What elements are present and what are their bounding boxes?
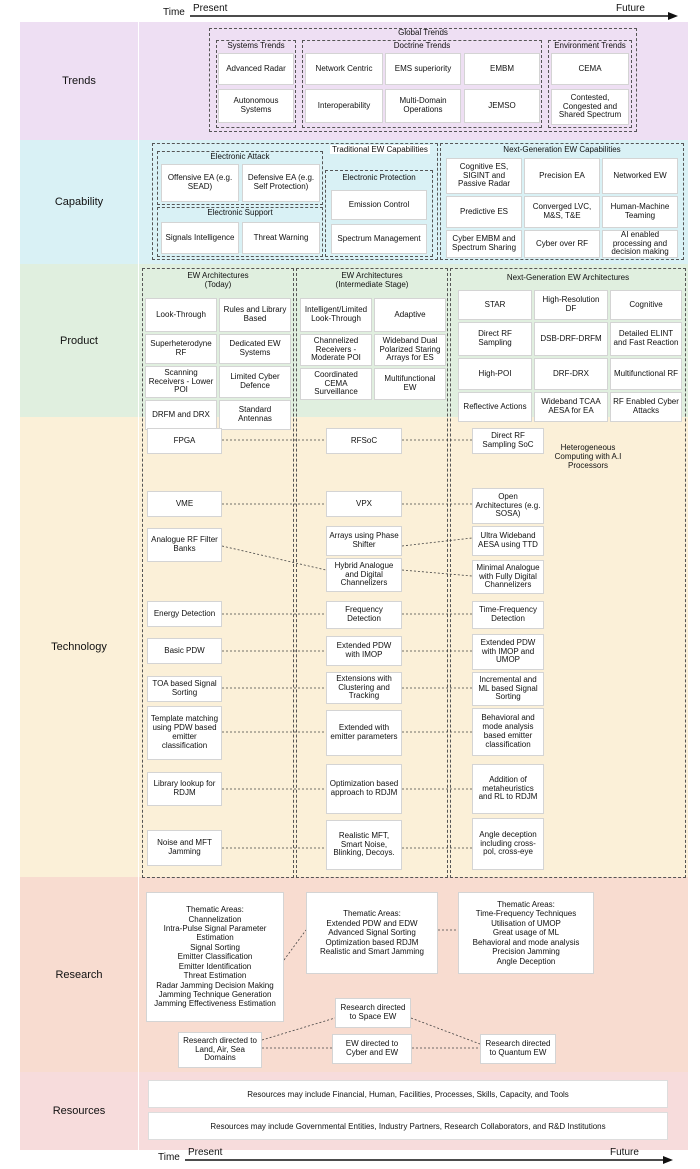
cap-predictive-es: Predictive ES bbox=[446, 196, 522, 228]
research-left-line: Threat Estimation bbox=[183, 971, 247, 981]
tech-optimization-rdjm: Optimization based approach to RDJM bbox=[326, 764, 402, 814]
tech-hybrid-channelizers: Hybrid Analogue and Digital Channelizers bbox=[326, 558, 402, 592]
row-label-resources: Resources bbox=[52, 1105, 106, 1117]
research-right-line: Angle Deception bbox=[496, 956, 556, 966]
row-label-product: Product bbox=[60, 334, 98, 347]
tech-ml-sorting: Incremental and ML based Signal Sorting bbox=[472, 672, 544, 706]
research-thematic-nextgen bbox=[458, 892, 594, 974]
time-present: Present bbox=[193, 3, 228, 14]
prod-multifunctional-rf: Multifunctional RF bbox=[610, 358, 682, 390]
cap-precision-ea: Precision EA bbox=[524, 158, 600, 194]
tech-template-matching: Template matching using PDW based emitter classification bbox=[147, 706, 222, 760]
tech-behavioral-classification: Behavioral and mode analysis based emitter classification bbox=[472, 708, 544, 756]
tech-digital-channelizers: Minimal Analogue with Fully Digital Channelizers bbox=[472, 560, 544, 594]
nextgen-architectures-title: Next-Generation EW Architectures bbox=[506, 273, 630, 282]
research-left-line: Jamming Technique Generation bbox=[158, 990, 272, 1000]
tech-extended-pdw-umop: Extended PDW with IMOP and UMOP bbox=[472, 634, 544, 670]
resources-external: Resources may include Governmental Entities, Industry Partners, Research Collaborators, and R&D Institutions bbox=[148, 1112, 668, 1140]
research-right-line: Behavioral and mode analysis bbox=[472, 937, 580, 947]
research-mid-line: Extended PDW and EDW bbox=[326, 918, 418, 928]
prod-channelized-receivers: Channelized Receivers - Moderate POI bbox=[300, 334, 372, 366]
research-mid-line: Thematic Areas: bbox=[343, 909, 401, 919]
prod-direct-rf-sampling: Direct RF Sampling bbox=[458, 322, 532, 356]
cap-cyber-over-rf: Cyber over RF bbox=[524, 230, 600, 258]
research-space-ew: Research directed to Space EW bbox=[335, 998, 411, 1028]
prod-adaptive: Adaptive bbox=[374, 298, 446, 332]
prod-star: STAR bbox=[458, 290, 532, 320]
tech-fpga: FPGA bbox=[147, 428, 222, 454]
trend-cema: CEMA bbox=[551, 53, 629, 85]
research-left-line: Intra-Pulse Signal Parameter Estimation bbox=[163, 923, 267, 943]
tech-vme: VME bbox=[147, 491, 222, 517]
cap-defensive-ea: Defensive EA (e.g. Self Protection) bbox=[242, 164, 320, 202]
research-left-line: Jamming Effectiveness Estimation bbox=[154, 999, 276, 1009]
prod-drfm-drx: DRFM and DRX bbox=[145, 400, 217, 430]
research-thematic-intermediate bbox=[306, 892, 438, 974]
cap-emission-control: Emission Control bbox=[331, 190, 427, 220]
tech-realistic-mft: Realistic MFT, Smart Noise, Blinking, Decoys. bbox=[326, 820, 402, 870]
time-arrow bbox=[185, 1156, 675, 1164]
cap-spectrum-management: Spectrum Management bbox=[331, 224, 427, 254]
research-right-line: Great usage of ML bbox=[492, 928, 560, 938]
ew-architectures-intermediate-title: EW Architectures (Intermediate Stage) bbox=[335, 271, 409, 289]
research-right-line: Thematic Areas: bbox=[497, 899, 555, 909]
prod-wideband-tcaa: Wideband TCAA AESA for EA bbox=[534, 392, 608, 422]
prod-drf-drx: DRF-DRX bbox=[534, 358, 608, 390]
research-left-line: Emitter Identification bbox=[178, 961, 252, 971]
trend-ems-superiority: EMS superiority bbox=[385, 53, 461, 85]
trend-autonomous-systems: Autonomous Systems bbox=[218, 89, 294, 123]
time-arrow bbox=[190, 12, 680, 20]
prod-limited-cyber: Limited Cyber Defence bbox=[219, 366, 291, 398]
tech-vpx: VPX bbox=[326, 491, 402, 517]
research-right-line: Precision Jamming bbox=[492, 947, 560, 957]
tech-basic-pdw: Basic PDW bbox=[147, 638, 222, 664]
trend-network-centric: Network Centric bbox=[305, 53, 383, 85]
row-label-trends: Trends bbox=[62, 75, 96, 87]
time-future: Future bbox=[616, 3, 645, 14]
prod-high-resolution-df: High-Resolution DF bbox=[534, 290, 608, 320]
research-cyber-ew: EW directed to Cyber and EW bbox=[332, 1034, 412, 1064]
tech-phase-shifter-arrays: Arrays using Phase Shifter bbox=[326, 526, 402, 556]
cap-ai-enabled: AI enabled processing and decision making bbox=[602, 230, 678, 258]
tech-energy-detection: Energy Detection bbox=[147, 601, 222, 627]
row-label-capability: Capability bbox=[54, 196, 104, 208]
time-future: Future bbox=[610, 1147, 639, 1158]
tech-emitter-parameters: Extended with emitter parameters bbox=[326, 710, 402, 756]
trend-interoperability: Interoperability bbox=[305, 89, 383, 123]
prod-dedicated-ew: Dedicated EW Systems bbox=[219, 334, 291, 364]
time-label: Time bbox=[158, 1152, 180, 1163]
tech-rfsoc: RFSoC bbox=[326, 428, 402, 454]
trend-embm: EMBM bbox=[464, 53, 540, 85]
prod-detailed-elint: Detailed ELINT and Fast Reaction bbox=[610, 322, 682, 356]
prod-wideband-arrays: Wideband Dual Polarized Staring Arrays for ES bbox=[374, 334, 446, 366]
cap-converged-lvc: Converged LVC, M&S, T&E bbox=[524, 196, 600, 228]
cap-signals-intelligence: Signals Intelligence bbox=[161, 222, 239, 254]
prod-standard-antennas: Standard Antennas bbox=[219, 400, 291, 430]
research-mid-line: Advanced Signal Sorting bbox=[328, 928, 416, 938]
label-column-divider bbox=[138, 22, 139, 1150]
research-left-line: Radar Jamming Decision Making bbox=[156, 980, 274, 990]
research-quantum-ew: Research directed to Quantum EW bbox=[480, 1034, 556, 1064]
prod-dsb-drf-drfm: DSB-DRF-DRFM bbox=[534, 322, 608, 356]
doctrine-trends-title: Doctrine Trends bbox=[393, 41, 451, 50]
research-left-line: Thematic Areas: bbox=[186, 905, 244, 915]
row-label-research: Research bbox=[55, 968, 103, 981]
cap-cyber-embm: Cyber EMBM and Spectrum Sharing bbox=[446, 230, 522, 258]
tech-clustering-tracking: Extensions with Clustering and Tracking bbox=[326, 672, 402, 704]
time-label: Time bbox=[163, 7, 185, 18]
tech-open-architectures: Open Architectures (e.g. SOSA) bbox=[472, 488, 544, 524]
prod-reflective-actions: Reflective Actions bbox=[458, 392, 532, 422]
tech-metaheuristics-rl: Addition of metaheuristics and RL to RDJM bbox=[472, 764, 544, 814]
electronic-support-title: Electronic Support bbox=[207, 208, 273, 217]
electronic-protection-title: Electronic Protection bbox=[342, 173, 416, 182]
traditional-ew-title: Traditional EW Capabilities bbox=[332, 145, 428, 154]
cap-networked-ew: Networked EW bbox=[602, 158, 678, 194]
environment-trends-title: Environment Trends bbox=[554, 41, 626, 50]
tech-extended-pdw-imop: Extended PDW with IMOP bbox=[326, 636, 402, 666]
resources-internal: Resources may include Financial, Human, Facilities, Processes, Skills, Capacity, and Tools bbox=[148, 1080, 668, 1108]
ew-architectures-today-title: EW Architectures (Today) bbox=[187, 271, 249, 289]
prod-coordinated-cema: Coordinated CEMA Surveillance bbox=[300, 368, 372, 400]
tech-frequency-detection: Frequency Detection bbox=[326, 601, 402, 629]
row-label-technology: Technology bbox=[51, 641, 107, 653]
tech-time-frequency-detection: Time-Frequency Detection bbox=[472, 601, 544, 629]
tech-uwb-aesa-ttd: Ultra Wideband AESA using TTD bbox=[472, 526, 544, 556]
research-land-air-sea: Research directed to Land, Air, Sea Domains bbox=[178, 1032, 262, 1068]
tech-heterogeneous-computing: Heterogeneous Computing with A.I Processors bbox=[554, 443, 622, 470]
prod-rf-cyber-attacks: RF Enabled Cyber Attacks bbox=[610, 392, 682, 422]
cap-offensive-ea: Offensive EA (e.g. SEAD) bbox=[161, 164, 239, 202]
prod-cognitive: Cognitive bbox=[610, 290, 682, 320]
prod-look-through: Look-Through bbox=[145, 298, 217, 332]
research-right-line: Time-Frequency Techniques bbox=[475, 909, 577, 919]
trend-jemso: JEMSO bbox=[464, 89, 540, 123]
prod-multifunctional-ew: Multifunctional EW bbox=[374, 368, 446, 400]
research-left-line: Emitter Classification bbox=[177, 952, 253, 962]
tech-direct-rf-soc: Direct RF Sampling SoC bbox=[472, 428, 544, 454]
prod-rules-library: Rules and Library Based bbox=[219, 298, 291, 332]
research-mid-line: Optimization based RDJM bbox=[325, 937, 419, 947]
research-thematic-today bbox=[146, 892, 284, 1022]
research-left-line: Signal Sorting bbox=[190, 942, 240, 952]
trend-contested-spectrum: Contested, Congested and Shared Spectrum bbox=[551, 89, 629, 125]
trend-advanced-radar: Advanced Radar bbox=[218, 53, 294, 85]
nextgen-ew-capabilities-title: Next-Generation EW Capabilities bbox=[503, 145, 621, 154]
global-trends-title: Global Trends bbox=[398, 28, 448, 37]
prod-intelligent-look-through: Intelligent/Limited Look-Through bbox=[300, 298, 372, 332]
prod-scanning-receivers: Scanning Receivers - Lower POI bbox=[145, 366, 217, 398]
time-present: Present bbox=[188, 1147, 223, 1158]
cap-human-machine-teaming: Human-Machine Teaming bbox=[602, 196, 678, 228]
prod-high-poi: High-POI bbox=[458, 358, 532, 390]
research-right-line: Utilisation of UMOP bbox=[491, 918, 561, 928]
systems-trends-title: Systems Trends bbox=[227, 41, 285, 50]
research-mid-line: Realistic and Smart Jamming bbox=[319, 947, 425, 957]
cap-threat-warning: Threat Warning bbox=[242, 222, 320, 254]
tech-library-lookup: Library lookup for RDJM bbox=[147, 772, 222, 806]
tech-angle-deception: Angle deception including cross-pol, cross-eye bbox=[472, 818, 544, 870]
trend-multi-domain-operations: Multi-Domain Operations bbox=[385, 89, 461, 123]
tech-noise-mft-jamming: Noise and MFT Jamming bbox=[147, 830, 222, 866]
tech-toa-sorting: TOA based Signal Sorting bbox=[147, 676, 222, 702]
prod-superheterodyne: Superheterodyne RF bbox=[145, 334, 217, 364]
tech-analogue-filter-banks: Analogue RF Filter Banks bbox=[147, 528, 222, 562]
cap-cognitive-es: Cognitive ES, SIGINT and Passive Radar bbox=[446, 158, 522, 194]
electronic-attack-title: Electronic Attack bbox=[210, 152, 270, 161]
research-left-line: Channelization bbox=[188, 914, 242, 924]
